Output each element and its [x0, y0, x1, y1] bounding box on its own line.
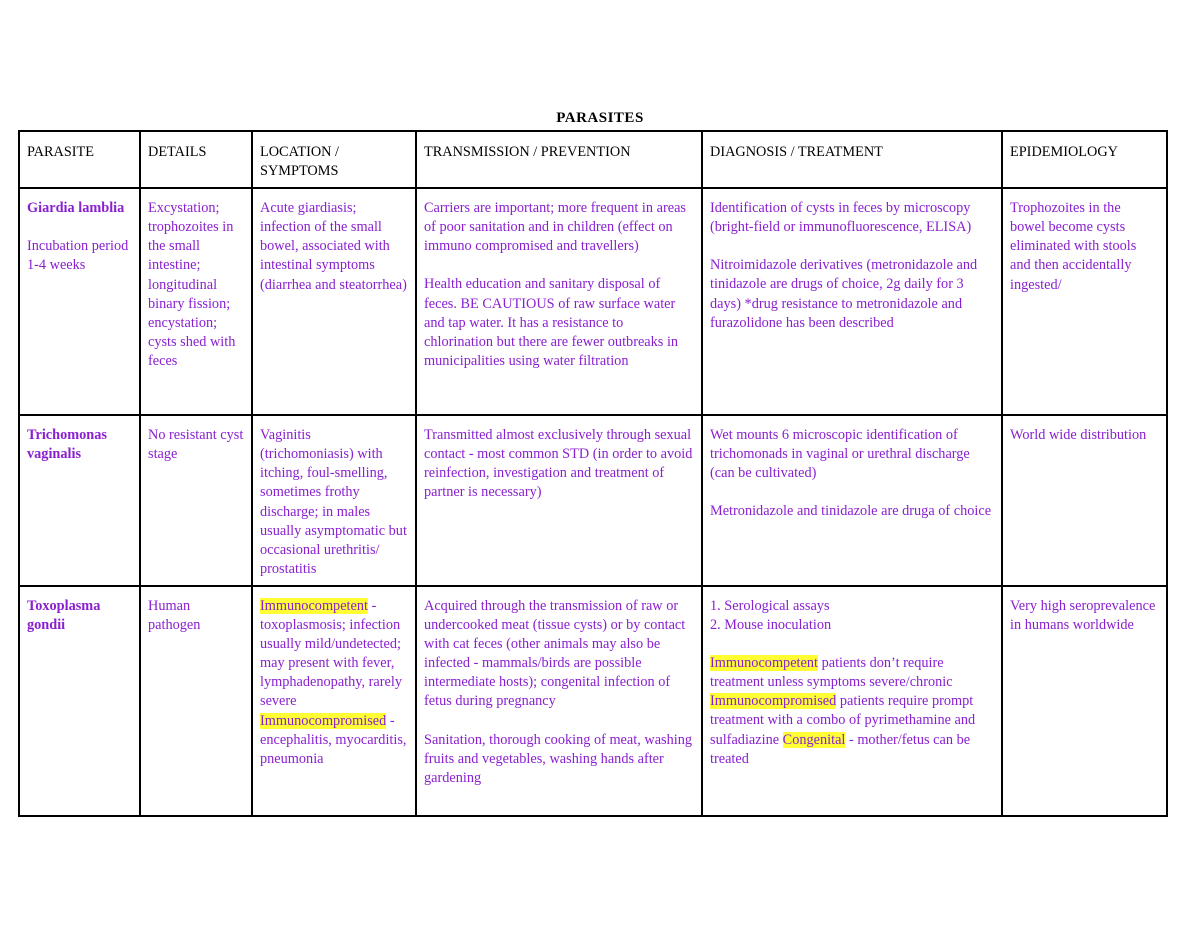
header-epidemiology: EPIDEMIOLOGY [1002, 131, 1167, 188]
diagnosis-text: Identification of cysts in feces by microscopy (bright-field or immunofluorescence, ELISA) [710, 200, 972, 236]
treatment-text: Metronidazole and tinidazole are druga of choice [710, 503, 992, 520]
table-row [19, 415, 1167, 586]
header-transmission-prevention: TRANSMISSION / PREVENTION [416, 131, 702, 188]
diagnosis-cell [702, 586, 1002, 816]
treatment-text [710, 654, 994, 769]
parasite-name: Toxoplasma gondii [27, 597, 101, 634]
treatment-text-part: patients don’t require treatment unless symptoms severe/chronic [710, 655, 953, 691]
table-row [19, 188, 1167, 415]
treatment-text-part: - mother/fetus can be treated [710, 731, 971, 767]
details-cell: Human pathogen [140, 586, 252, 816]
header-diagnosis-treatment: DIAGNOSIS / TREATMENT [702, 131, 1002, 188]
epidemiology-cell: World wide distribution [1002, 415, 1167, 586]
parasite-cell [19, 188, 140, 415]
parasite-name: Giardia lamblia [27, 200, 125, 217]
location-cell: Acute giardiasis; infection of the small bowel, associated with intestinal symptoms (diarrhea and steatorrhea) [252, 188, 416, 415]
location-cell [252, 586, 416, 816]
location-cell: Vaginitis (trichomoniasis) with itching, foul-smelling, sometimes frothy discharge; in males usually asymptomatic but occasional urethritis/ prostatitis [252, 415, 416, 586]
prevention-text: Health education and sanitary disposal of feces. BE CAUTIOUS of raw surface water and tap water. It has a resistance to chlorination but there are fewer outbreaks in municipalities using water filtration [424, 276, 679, 369]
diagnosis-line: 1. Serological assays [710, 597, 830, 614]
prevention-text: Sanitation, thorough cooking of meat, washing fruits and vegetables, washing hands after gardening [424, 731, 693, 786]
header-location-symptoms: LOCATION / SYMPTOMS [252, 131, 416, 188]
parasite-cell [19, 415, 140, 586]
highlight-immunocompetent: Immunocompetent [710, 655, 818, 672]
details-cell: No resistant cyst stage [140, 415, 252, 586]
highlight-immunocompromised: Immunocompromised [710, 693, 837, 710]
epidemiology-cell: Trophozoites in the bowel become cysts eliminated with stools and then accidentally ingested/ [1002, 188, 1167, 415]
diagnosis-cell [702, 415, 1002, 586]
header-parasite: PARASITE [19, 131, 140, 188]
incubation-period: Incubation period 1-4 weeks [27, 238, 129, 274]
diagnosis-line: 2. Mouse inoculation [710, 617, 832, 634]
location-text: - toxoplasmosis; infection usually mild/undetected; may present with fever, lymphadenopathy, rarely severe [260, 597, 402, 710]
header-details: DETAILS [140, 131, 252, 188]
highlight-immunocompromised: Immunocompromised [260, 712, 387, 729]
epidemiology-cell: Very high seroprevalence in humans worldwide [1002, 586, 1167, 816]
details-cell: Excystation; trophozoites in the small intestine; longitudinal binary fission; encystation; cysts shed with feces [140, 188, 252, 415]
page-title: PARASITES [556, 110, 644, 126]
treatment-text-part: patients require prompt treatment with a combo of pyrimethamine and sulfadiazine [710, 693, 976, 748]
treatment-text: Nitroimidazole derivatives (metronidazole and tinidazole are drugs of choice, 2g daily for 3 days) *drug resistance to metronidazole and furazolidone has been described [710, 257, 978, 331]
transmission-text: Carriers are important; more frequent in areas of poor sanitation and in children (effect on immuno compromised and travellers) [424, 200, 686, 255]
diagnosis-cell [702, 188, 1002, 415]
diagnosis-text: Wet mounts 6 microscopic identification of trichomonads in vaginal or urethral discharge (can be cultivated) [710, 427, 970, 482]
location-text: - encephalitis, myocarditis, pneumonia [260, 712, 407, 767]
parasite-name: Trichomonas vaginalis [27, 427, 107, 463]
highlight-immunocompetent: Immunocompetent [260, 597, 368, 614]
table-row [19, 586, 1167, 816]
transmission-cell [416, 188, 702, 415]
parasite-cell [19, 586, 140, 816]
table-header-row [19, 131, 1167, 188]
parasites-table [18, 130, 1168, 817]
transmission-cell [416, 586, 702, 816]
highlight-congenital: Congenital [782, 731, 846, 748]
transmission-text: Acquired through the transmission of raw or undercooked meat (tissue cysts) or by contact with cat feces (other animals may also be infected - mammals/birds are possible intermediate hosts); congenital infection of fetus during pregnancy [424, 597, 686, 710]
transmission-cell: Transmitted almost exclusively through sexual contact - most common STD (in order to avoid reinfection, investigation and treatment of partner is necessary) [416, 415, 702, 586]
